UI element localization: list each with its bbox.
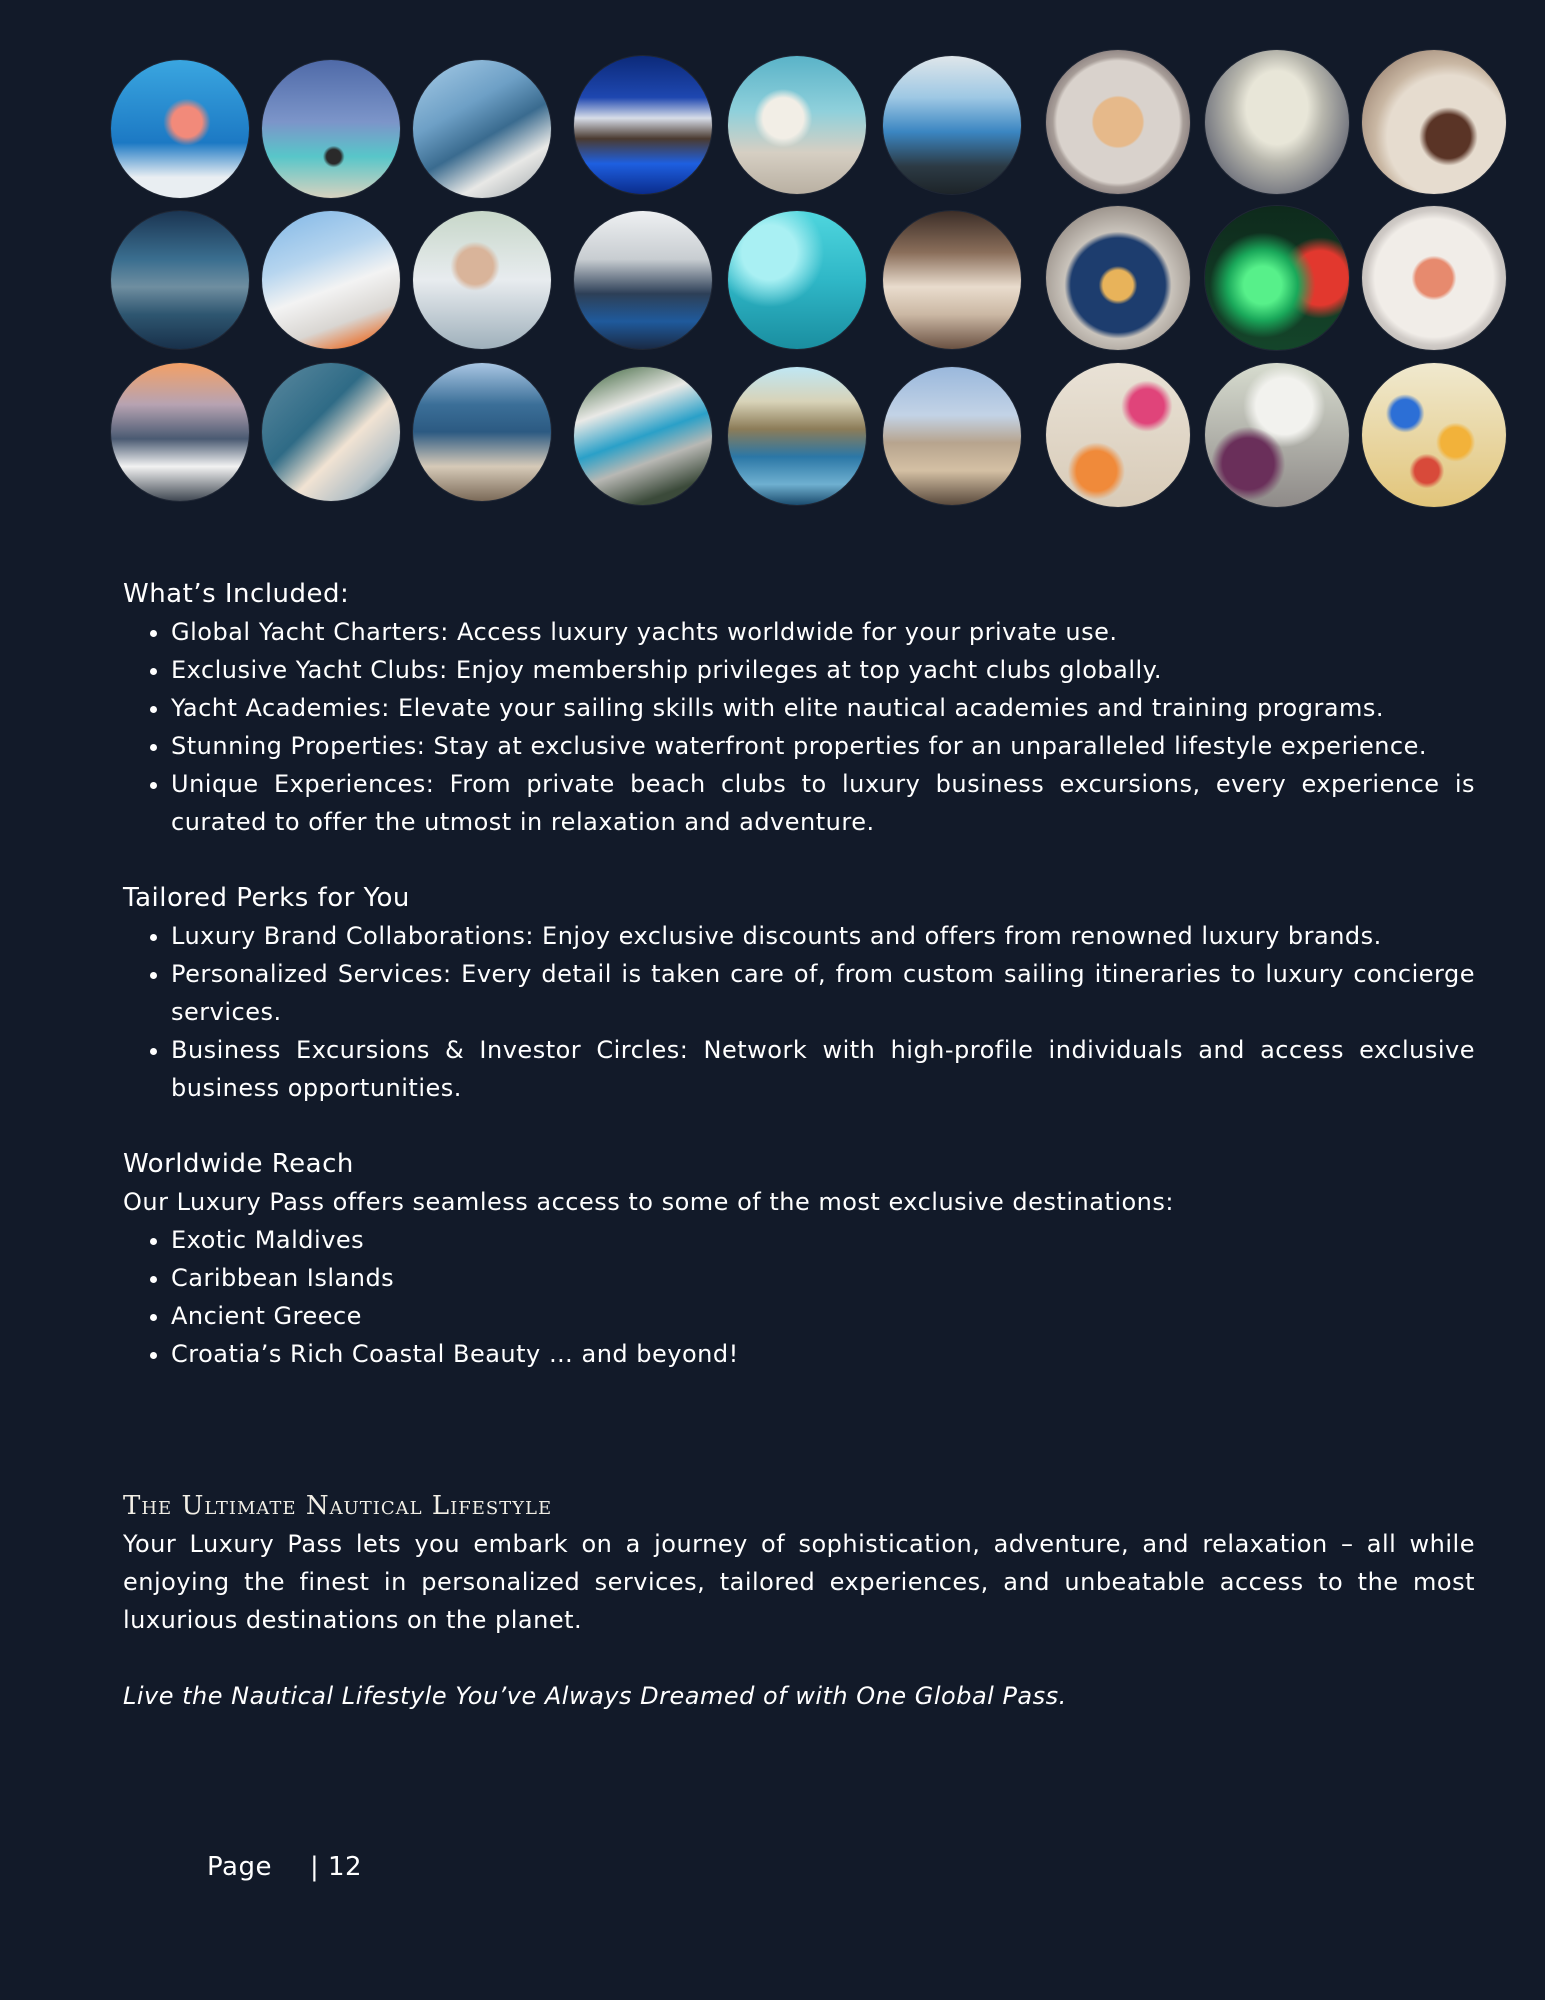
page-label: Page [207,1852,272,1882]
photo-gallery [0,0,1545,520]
photo-sashimi-platter [1362,206,1506,350]
photo-floral-buffet [1205,363,1349,507]
photo-catamaran-crew [111,211,249,349]
photo-couple-on-yacht [728,56,866,194]
included-item: • Global Yacht Charters: Access luxury yachts worldwide for your private use. [171,613,1475,651]
photo-woman-wading-lagoon [262,60,400,198]
destination-item: • Caribbean Islands [171,1259,1475,1297]
photo-women-on-bow [262,363,400,501]
page-number: | 12 [309,1852,363,1882]
photo-skipper-at-helm [883,56,1021,194]
lifestyle-title: The Ultimate Nautical Lifestyle [123,1491,553,1521]
perks-list [123,917,1475,1107]
perks-item: • Personalized Services: Every detail is taken care of, from custom sailing itineraries to luxury concierge services. [171,955,1475,1031]
photo-seafood-dish [1046,206,1190,350]
reach-list [123,1221,1475,1373]
photo-snorkeling-fish [728,211,866,349]
included-item: • Stunning Properties: Stay at exclusive waterfront properties for an unparalleled lifestyle experience. [171,727,1475,765]
page-content [123,575,1475,1715]
destination-item: • Croatia’s Rich Coastal Beauty … and beyond! [171,1335,1475,1373]
photo-woman-on-flybridge [262,211,400,349]
included-item: • Unique Experiences: From private beach clubs to luxury business excursions, every experience is curated to offer the utmost in relaxation and adventure. [171,765,1475,841]
photo-beach-club-lounge [883,211,1021,349]
reach-title: Worldwide Reach [123,1149,354,1179]
included-list [123,613,1475,841]
photo-coastal-cliff-town [728,367,866,505]
photo-villa-aerial-pool [574,367,712,505]
photo-sailing-instructor [413,211,551,349]
included-item: • Yacht Academies: Elevate your sailing skills with elite nautical academies and training programs. [171,689,1475,727]
photo-luxury-living-room [574,211,712,349]
reach-intro: Our Luxury Pass offers seamless access to some of the most exclusive destinations: [123,1188,1174,1216]
photo-marina-sunset-car [111,363,249,501]
lifestyle-tagline: Live the Nautical Lifestyle You’ve Always Dreamed of with One Global Pass. [123,1682,1067,1710]
photo-fruit-table-setting [1046,363,1190,507]
destination-item: • Exotic Maldives [171,1221,1475,1259]
photo-martini-glass [1205,50,1349,194]
photo-gourmet-plate [1046,50,1190,194]
destination-item: • Ancient Greece [171,1297,1475,1335]
perks-item: • Business Excursions & Investor Circles: Network with high-profile individuals and access exclusive business opportunities. [171,1031,1475,1107]
photo-sail-cinema-beach [883,367,1021,505]
photo-yoga-on-deck [413,60,551,198]
included-item: • Exclusive Yacht Clubs: Enjoy membership privileges at top yacht clubs globally. [171,651,1475,689]
photo-villa-pool-night [574,56,712,194]
photo-colorful-desserts [1362,363,1506,507]
lifestyle-body: Your Luxury Pass lets you embark on a journey of sophistication, adventure, and relaxation – all while enjoying the finest in personalized services, tailored experiences, and unbeatable access to the most luxurious destinations on the planet. [123,1530,1475,1634]
photo-champagne-tower [1205,206,1349,350]
perks-title: Tailored Perks for You [123,883,410,913]
perks-item: • Luxury Brand Collaborations: Enjoy exclusive discounts and offers from renowned luxury brands. [171,917,1475,955]
photo-woman-in-coral-dress [111,60,249,198]
photo-oyster-canape [1362,50,1506,194]
page-footer [207,1852,362,1882]
included-title: What’s Included: [123,579,350,609]
photo-sunbathing-on-yacht [413,363,551,501]
